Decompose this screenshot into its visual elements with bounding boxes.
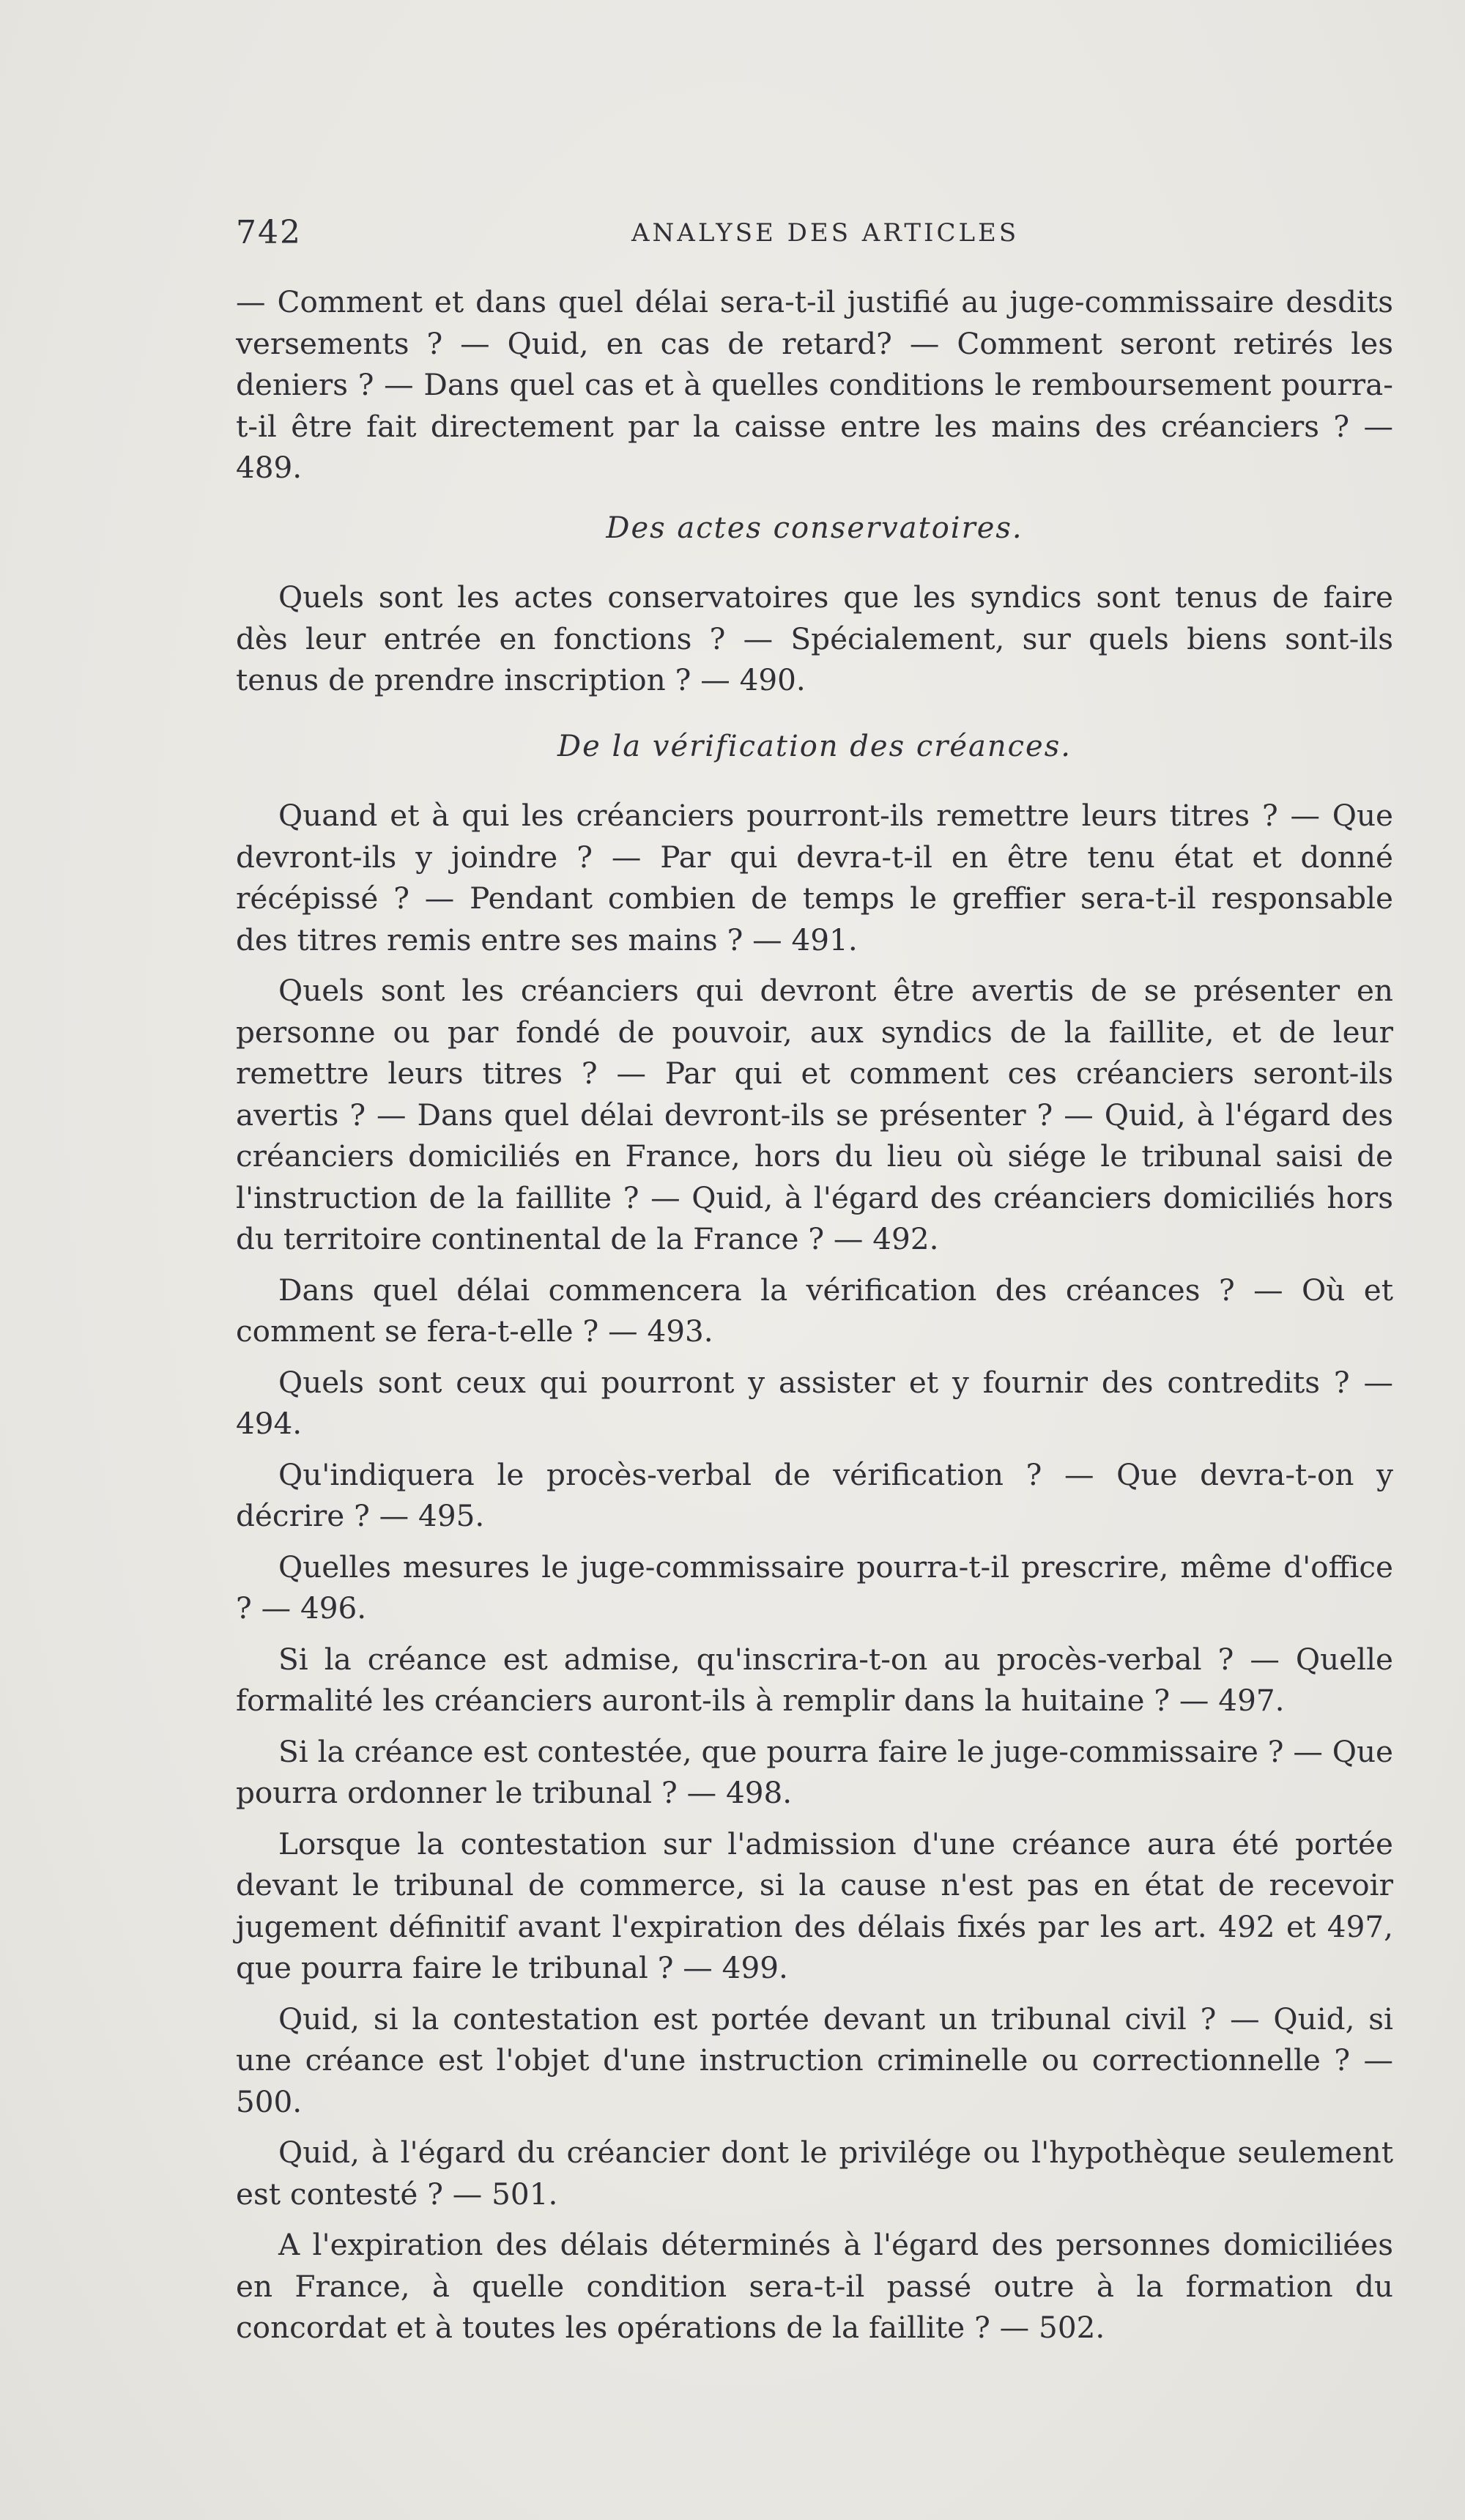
paragraph-494: Quels sont ceux qui pourront y assister et y fournir des contredits ? — 494.: [236, 1364, 1393, 1441]
paragraph-495: Qu'indiquera le procès-verbal de vérification ? — Que devra-t-on y décrire ? — 495.: [236, 1456, 1393, 1533]
paragraph-500: Quid, si la contestation est portée devant un tribunal civil ? — Quid, si une créance est l'objet d'une instruction criminelle ou correctionnelle ? — 500.: [236, 2001, 1393, 2119]
page-number: 742: [236, 214, 302, 251]
paragraph-502: A l'expiration des délais déterminés à l'égard des personnes domiciliées en France, à quelle condition sera-t-il passé outre à la formation du concordat et à toutes les opérations de la faillite ? — 502.: [236, 2227, 1393, 2345]
running-head: ANALYSE DES ARTICLES: [631, 218, 1020, 248]
paragraph-497: Si la créance est admise, qu'inscrira-t-on au procès-verbal ? — Quelle formalité les créanciers auront-ils à remplir dans la huitaine ? — 497.: [236, 1641, 1393, 1718]
section-heading-actes-conservatoires: Des actes conservatoires.: [606, 511, 1023, 545]
paragraph-493: Dans quel délai commencera la vérification des créances ? — Où et comment se fera-t-elle ? — 493.: [236, 1272, 1393, 1349]
paragraph-499: Lorsque la contestation sur l'admission d'une créance aura été portée devant le tribunal de commerce, si la cause n'est pas en état de recevoir jugement définitif avant l'expiration des délais fixés par les art. 492 et 497, que pourra faire le tribunal ? — 499.: [236, 1826, 1393, 1985]
section-heading-verification-creances: De la vérification des créances.: [557, 729, 1072, 763]
paragraph-501: Quid, à l'égard du créancier dont le privilége ou l'hypothèque seulement est contesté ? — 501.: [236, 2135, 1393, 2212]
paragraph-492: Quels sont les créanciers qui devront être avertis de se présenter en personne ou par fondé de pouvoir, aux syndics de la faillite, et de leur remettre leurs titres ? — Par qui et comment ces créanciers seront-ils avertis ? — Dans quel délai devront-ils se présenter ? — Quid, à l'égard des créanciers domiciliés en France, hors du lieu où siége le tribunal saisi de l'instruction de la faillite ? — Quid, à l'égard des créanciers domiciliés hors du territoire continental de la France ? — 492.: [236, 973, 1393, 1256]
paragraph-490: Quels sont les actes conservatoires que les syndics sont tenus de faire dès leur entrée en fonctions ? — Spécialement, sur quels biens sont-ils tenus de prendre inscription ? — 490.: [236, 579, 1393, 697]
paragraph-498: Si la créance est contestée, que pourra faire le juge-commissaire ? — Que pourra ordonner le tribunal ? — 498.: [236, 1733, 1393, 1810]
paragraph-489: — Comment et dans quel délai sera-t-il justifié au juge-commissaire desdits versements ? — Quid, en cas de retard? — Comment seront retirés les deniers ? — Dans quel cas et à quelles conditions le remboursement pourra-t-il être fait directement par la caisse entre les mains des créanciers ? — 489.: [236, 284, 1393, 485]
page-header: [236, 214, 1393, 251]
body-text: [236, 281, 1393, 2358]
paragraph-496: Quelles mesures le juge-commissaire pourra-t-il prescrire, même d'office ? — 496.: [236, 1549, 1393, 1626]
paragraph-491: Quand et à qui les créanciers pourront-ils remettre leurs titres ? — Que devront-ils y joindre ? — Par qui devra-t-il en être tenu état et donné récépissé ? — Pendant combien de temps le greffier sera-t-il responsable des titres remis entre ses mains ? — 491.: [236, 798, 1393, 957]
